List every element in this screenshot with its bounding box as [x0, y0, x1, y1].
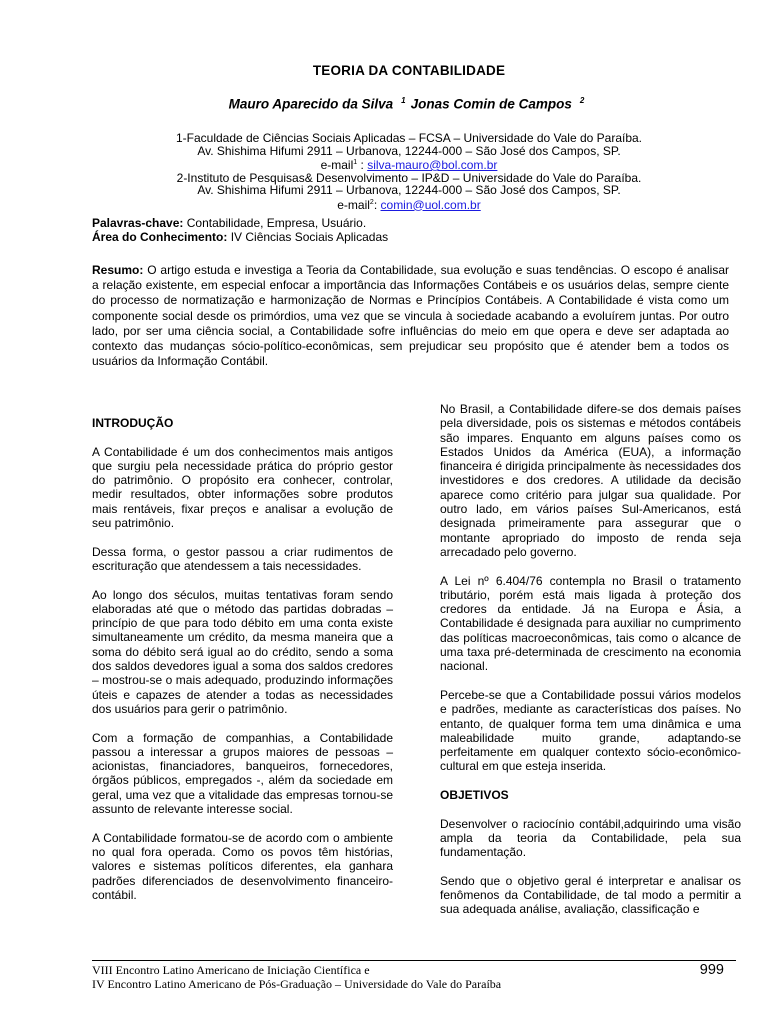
author-line: [0, 96, 768, 112]
paragraph: A Contabilidade formatou-se de acordo com o ambiente no qual fora operada. Como os povos têm histórias, valores e sistemas políticos diferentes, ela ganhara padrões diferenciados de desenvolvimento financeiro-contábil.: [92, 830, 393, 902]
footer-line-2: IV Encontro Latino Americano de Pós-Graduação – Universidade do Vale do Paraíba: [92, 977, 502, 991]
email-label: e-mail: [337, 197, 370, 212]
email-separator: :: [373, 197, 378, 212]
author-name: Mauro Aparecido da Silva: [228, 96, 394, 112]
abstract: [92, 263, 729, 369]
keywords-row: [92, 216, 742, 230]
paragraph: Dessa forma, o gestor passou a criar rudimentos de escrituração que atendessem a tais necessidades.: [92, 544, 393, 573]
email-ref: 1: [353, 159, 358, 166]
keywords-block: [92, 216, 742, 244]
affiliation-1-line2: Av. Shishima Hifumi 2911 – Urbanova, 12244-000 – São José dos Campos, SP.: [197, 143, 621, 158]
footer-line-1: VIII Encontro Latino Americano de Iniciação Científica e: [92, 963, 370, 977]
paragraph: Com a formação de companhias, a Contabilidade passou a interessar a grupos maiores de pessoas – acionistas, financiadores, banqueiros, fornecedores, órgãos públicos, empregados -, além da sociedade em geral, uma vez que a vitalidade das empresas tornou-se assunto de relevante interesse social.: [92, 730, 393, 817]
email-ref: 2: [369, 198, 374, 206]
author-ref: 2: [579, 96, 585, 105]
affiliation-2-line1: 2-Instituto de Pesquisas& Desenvolvimento – IP&D – Universidade do Vale do Paraíba.: [176, 170, 642, 185]
left-column: [92, 416, 393, 916]
area-row: [92, 230, 742, 244]
paper-title: TEORIA DA CONTABILIDADE: [312, 63, 506, 78]
email-link-1[interactable]: silva-mauro@bol.com.br: [367, 158, 498, 172]
paragraph: Ao longo dos séculos, muitas tentativas foram sendo elaboradas até que o método das partidas dobradas – princípio de que para todo débito em uma conta existe simultaneamente um crédito, da mesma maneira que a soma do débito será igual ao do crédito, sendo a soma dos saldos devedores igual a soma dos saldos credores – mostrou-se o mais adequado, produzindo informações úteis e capazes de atender a todas as necessidades dos usuários para gerir o patrimônio.: [92, 587, 393, 716]
abstract-label: Resumo:: [92, 263, 144, 277]
area-label: Área do Conhecimento:: [92, 230, 228, 244]
keywords-value: Contabilidade, Empresa, Usuário.: [186, 216, 367, 230]
right-column: [440, 402, 741, 931]
abstract-text: O artigo estuda e investiga a Teoria da Contabilidade, sua evolução e suas tendências. O escopo é analisar a relação existente, em especial enfocar a importância das Informações Contábeis e os usuários delas, sempre ciente do processo de normatização e harmonização de Normas e Princípios Contábeis. A Contabilidade é vista como um componente social desde os primórdios, uma vez que se vincula à sociedade acabando a evoluírem juntas. Por outro lado, por ser uma ciência social, a Contabilidade sofre influências do meio em que opera e deve ser adaptada ao contexto das mudanças sócio-político-econômicas, sem prejudicar seu propósito que é atender bem a todos os usuários da Informação Contábil.: [92, 263, 730, 369]
section-heading-introducao: INTRODUÇÃO: [92, 416, 174, 430]
section-heading-objetivos: OBJETIVOS: [440, 788, 509, 803]
affiliation-1-email-row: [0, 157, 768, 172]
paragraph: Desenvolver o raciocínio contábil,adquirindo uma visão ampla da teoria da Contabilidade, pela sua fundamentação.: [440, 816, 741, 860]
area-value: IV Ciências Sociais Aplicadas: [230, 230, 389, 244]
keywords-label: Palavras-chave:: [92, 216, 184, 230]
affiliation-2-line2: Av. Shishima Hifumi 2911 – Urbanova, 12244-000 – São José dos Campos, SP.: [197, 183, 621, 197]
email-link-2[interactable]: comin@uol.com.br: [380, 197, 481, 212]
affiliations: [0, 132, 768, 211]
paragraph: A Lei nº 6.404/76 contempla no Brasil o tratamento tributário, porém está mais ligada à proteção dos credores da entidade. Já na Europa e Ásia, a Contabilidade é designada para auxiliar no cumprimento das políticas macroeconômicas, tais como o alcance de uma taxa pré-determinada de crescimento na economia nacional.: [440, 573, 741, 674]
paragraph: Percebe-se que a Contabilidade possui vários modelos e padrões, mediante as características dos países. No entanto, de qualquer forma tem uma dinâmica e uma maleabilidade muito grande, adaptando-se perfeitamente em qualquer contexto sócio-econômico-cultural em que esteja inserida.: [440, 687, 741, 774]
paragraph: A Contabilidade é um dos conhecimentos mais antigos que surgiu pela necessidade prática do próprio gestor do patrimônio. O propósito era conhecer, controlar, medir resultados, obter informações sobre produtos mais rentáveis, fixar preços e analisar a evolução de seu patrimônio.: [92, 444, 393, 531]
author-name: Jonas Comin de Campos: [410, 96, 572, 112]
affiliation-1-line1: 1-Faculdade de Ciências Sociais Aplicadas – FCSA – Universidade do Vale do Paraíba.: [175, 131, 643, 145]
email-label: e-mail: [320, 158, 354, 172]
footer-divider: [92, 960, 736, 961]
affiliation-2-email-row: [0, 197, 768, 212]
author-ref: 1: [401, 96, 406, 105]
footer: [92, 963, 612, 991]
email-separator: :: [360, 158, 364, 172]
paragraph: Sendo que o objetivo geral é interpretar e analisar os fenômenos da Contabilidade, de tal modo a permitir a sua adequada análise, avaliação, classificação e: [440, 873, 741, 917]
page-number: 999: [699, 962, 724, 978]
paragraph: No Brasil, a Contabilidade difere-se dos demais países pela diversidade, pois os sistemas e métodos contábeis são impares. Enquanto em alguns países como os Estados Unidos da América (EUA), a informação financeira é dirigida principalmente às necessidades dos investidores e dos credores. A utilidade da decisão aparece como critério para julgar sua qualidade. Por outro lado, em vários países Sul-Americanos, está designada primeiramente para assegurar que o montante apropriado do imposto de renda seja arrecadado pelo governo.: [440, 402, 741, 559]
